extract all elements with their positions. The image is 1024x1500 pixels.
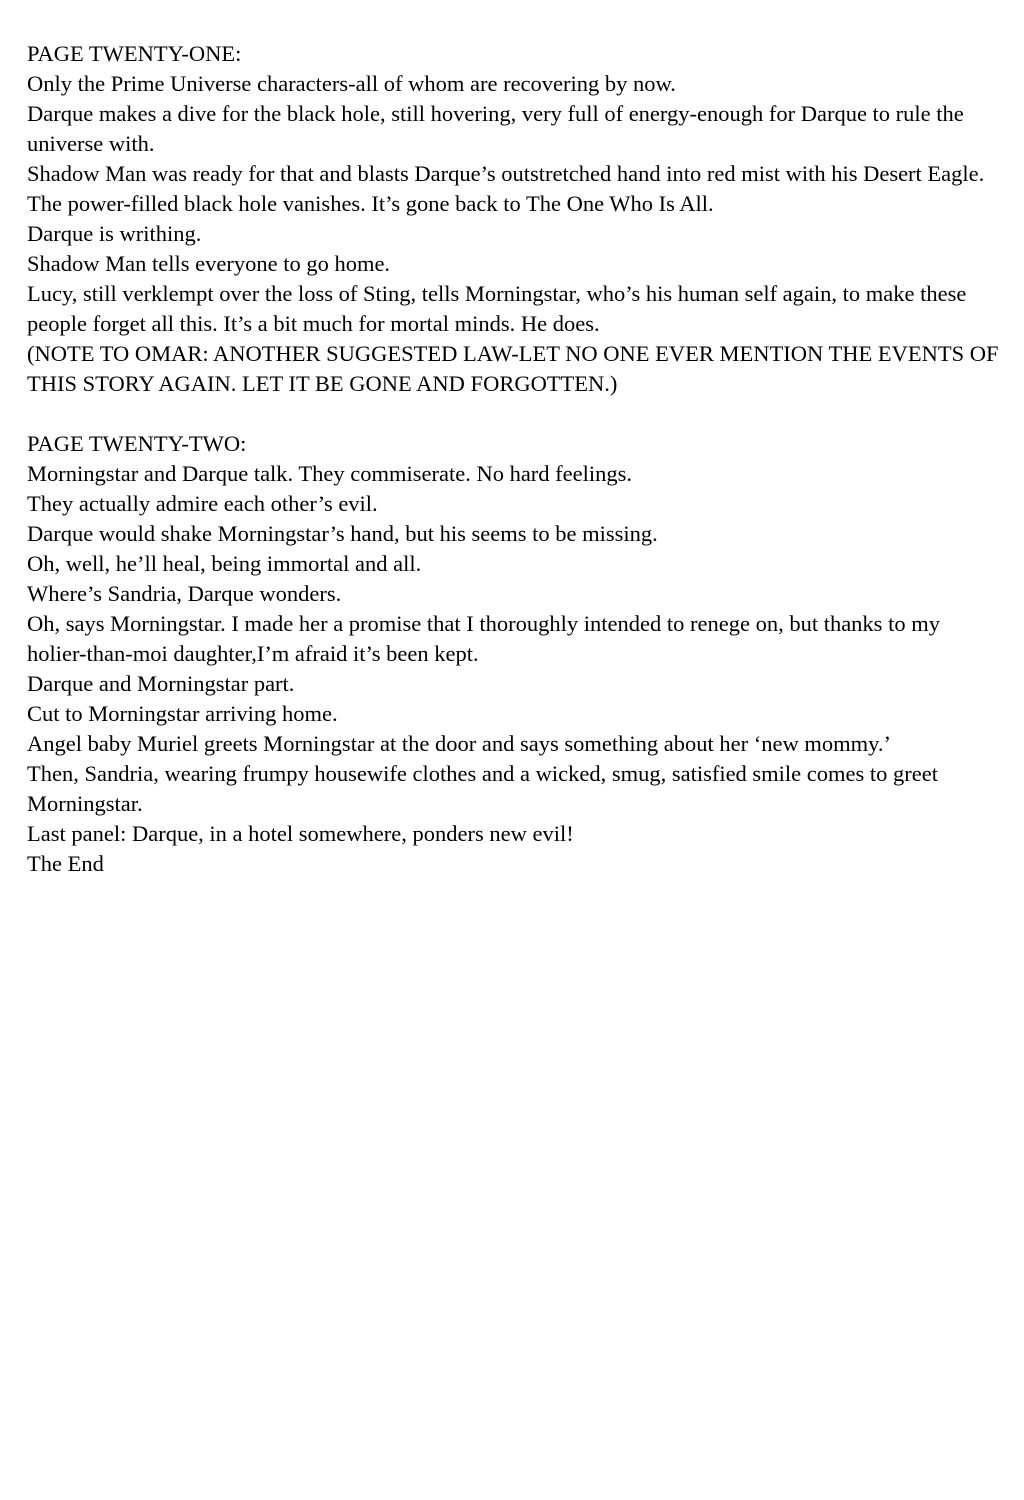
- script-line: Darque makes a dive for the black hole, still hovering, very full of energy-enough for Darque to rule the universe with.: [27, 101, 964, 156]
- script-line: Shadow Man was ready for that and blasts Darque’s outstretched hand into red mist with his Desert Eagle.: [27, 161, 985, 186]
- script-line: Darque is writhing.: [27, 221, 202, 246]
- script-line: Where’s Sandria, Darque wonders.: [27, 581, 342, 606]
- script-note: (NOTE TO OMAR: ANOTHER SUGGESTED LAW-LET NO ONE EVER MENTION THE EVENTS OF THIS STORY AGAIN. LET IT BE GONE AND FORGOTTEN.): [27, 341, 999, 396]
- script-line: The power-filled black hole vanishes. It’s gone back to The One Who Is All.: [27, 191, 714, 216]
- script-line: Cut to Morningstar arriving home.: [27, 701, 338, 726]
- script-line: Oh, says Morningstar. I made her a promise that I thoroughly intended to renege on, but thanks to my holier-than-moi daughter,I’m afraid it’s been kept.: [27, 611, 940, 666]
- script-document: [27, 39, 1002, 909]
- script-line: Darque would shake Morningstar’s hand, but his seems to be missing.: [27, 521, 658, 546]
- section-heading: PAGE TWENTY-ONE:: [27, 41, 242, 66]
- script-line: They actually admire each other’s evil.: [27, 491, 378, 516]
- script-line: Oh, well, he’ll heal, being immortal and all.: [27, 551, 422, 576]
- script-line: Shadow Man tells everyone to go home.: [27, 251, 391, 276]
- script-line: Only the Prime Universe characters-all of whom are recovering by now.: [27, 71, 676, 96]
- script-line: Lucy, still verklempt over the loss of Sting, tells Morningstar, who’s his human self again, to make these people forget all this. It’s a bit much for mortal minds. He does.: [27, 281, 967, 336]
- script-line: Then, Sandria, wearing frumpy housewife clothes and a wicked, smug, satisfied smile comes to greet Morningstar.: [27, 761, 938, 816]
- page-twenty-two-section: [27, 429, 1002, 879]
- script-line: Darque and Morningstar part.: [27, 671, 295, 696]
- script-line: Last panel: Darque, in a hotel somewhere, ponders new evil!: [27, 821, 574, 846]
- script-line: Morningstar and Darque talk. They commiserate. No hard feelings.: [27, 461, 633, 486]
- section-heading: PAGE TWENTY-TWO:: [27, 431, 247, 456]
- the-end-line: The End: [27, 851, 104, 876]
- page-twenty-one-section: [27, 39, 1002, 399]
- script-line: Angel baby Muriel greets Morningstar at the door and says something about her ‘new mommy.’: [27, 731, 891, 756]
